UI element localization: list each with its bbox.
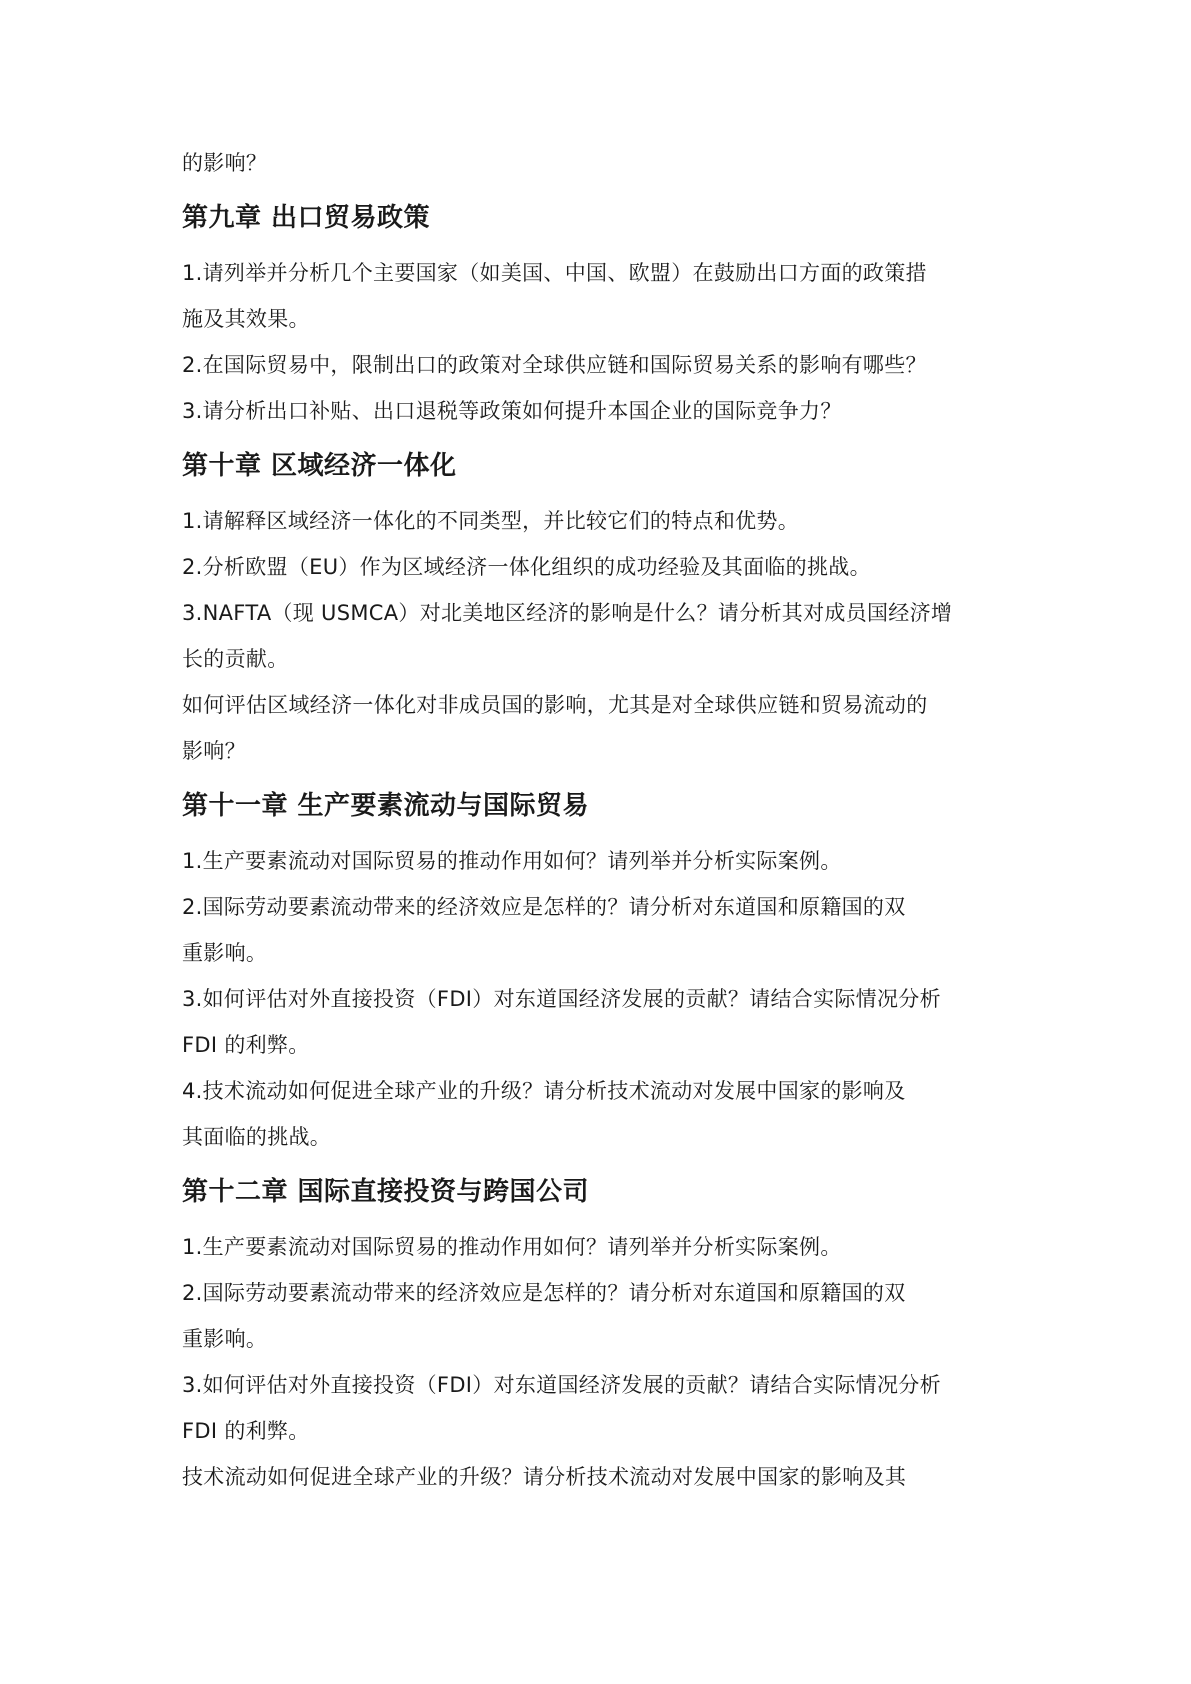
document-page [182,140,1022,1500]
question-item [182,544,1022,590]
text-line: 影响？ [182,739,246,763]
text-line: 重影响。 [182,941,268,965]
text-line: 重影响。 [182,1327,268,1351]
text-line: 长的贡献。 [182,647,289,671]
question-item [182,884,1022,976]
question-item [182,976,1022,1068]
text-line: 2.分析欧盟（EU）作为区域经济一体化组织的成功经验及其面临的挑战。 [182,555,871,579]
question-item [182,682,1022,774]
intro-paragraph [182,140,1022,186]
question-item [182,590,1022,682]
chapter-heading: 第十二章 国际直接投资与跨国公司 [182,1177,590,1207]
text-line: 施及其效果。 [182,307,310,331]
chapter-heading: 第九章 出口贸易政策 [182,203,431,233]
text-line: 3.请分析出口补贴、出口退税等政策如何提升本国企业的国际竞争力？ [182,399,842,423]
chapter-heading: 第十章 区域经济一体化 [182,451,457,481]
text-line: FDI 的利弊。 [182,1419,310,1443]
question-item [182,342,1022,388]
chapter-heading: 第十一章 生产要素流动与国际贸易 [182,791,590,821]
text-line: 3.如何评估对外直接投资（FDI）对东道国经济发展的贡献？请结合实际情况分析 [182,1373,941,1397]
text-line: 的影响？ [182,151,268,175]
text-line: 1.请解释区域经济一体化的不同类型，并比较它们的特点和优势。 [182,509,800,533]
question-item [182,1068,1022,1160]
text-line: 3.如何评估对外直接投资（FDI）对东道国经济发展的贡献？请结合实际情况分析 [182,987,941,1011]
text-line: 1.生产要素流动对国际贸易的推动作用如何？请列举并分析实际案例。 [182,849,842,873]
text-line: 2.国际劳动要素流动带来的经济效应是怎样的？请分析对东道国和原籍国的双 [182,895,906,919]
text-line: 如何评估区域经济一体化对非成员国的影响，尤其是对全球供应链和贸易流动的 [182,693,928,717]
text-line: 1.生产要素流动对国际贸易的推动作用如何？请列举并分析实际案例。 [182,1235,842,1259]
text-line: 3.NAFTA（现 USMCA）对北美地区经济的影响是什么？请分析其对成员国经济增 [182,601,953,625]
question-item [182,838,1022,884]
text-line: 4.技术流动如何促进全球产业的升级？请分析技术流动对发展中国家的影响及 [182,1079,906,1103]
text-line: 1.请列举并分析几个主要国家（如美国、中国、欧盟）在鼓励出口方面的政策措 [182,261,927,285]
text-line: 2.在国际贸易中，限制出口的政策对全球供应链和国际贸易关系的影响有哪些？ [182,353,927,377]
question-item [182,1454,1022,1500]
question-item [182,1270,1022,1362]
text-line: 技术流动如何促进全球产业的升级？请分析技术流动对发展中国家的影响及其 [182,1465,907,1489]
question-item [182,388,1022,434]
text-line: 其面临的挑战。 [182,1125,332,1149]
text-line: FDI 的利弊。 [182,1033,310,1057]
question-item [182,498,1022,544]
question-item [182,1362,1022,1454]
text-line: 2.国际劳动要素流动带来的经济效应是怎样的？请分析对东道国和原籍国的双 [182,1281,906,1305]
question-item [182,1224,1022,1270]
question-item [182,250,1022,342]
